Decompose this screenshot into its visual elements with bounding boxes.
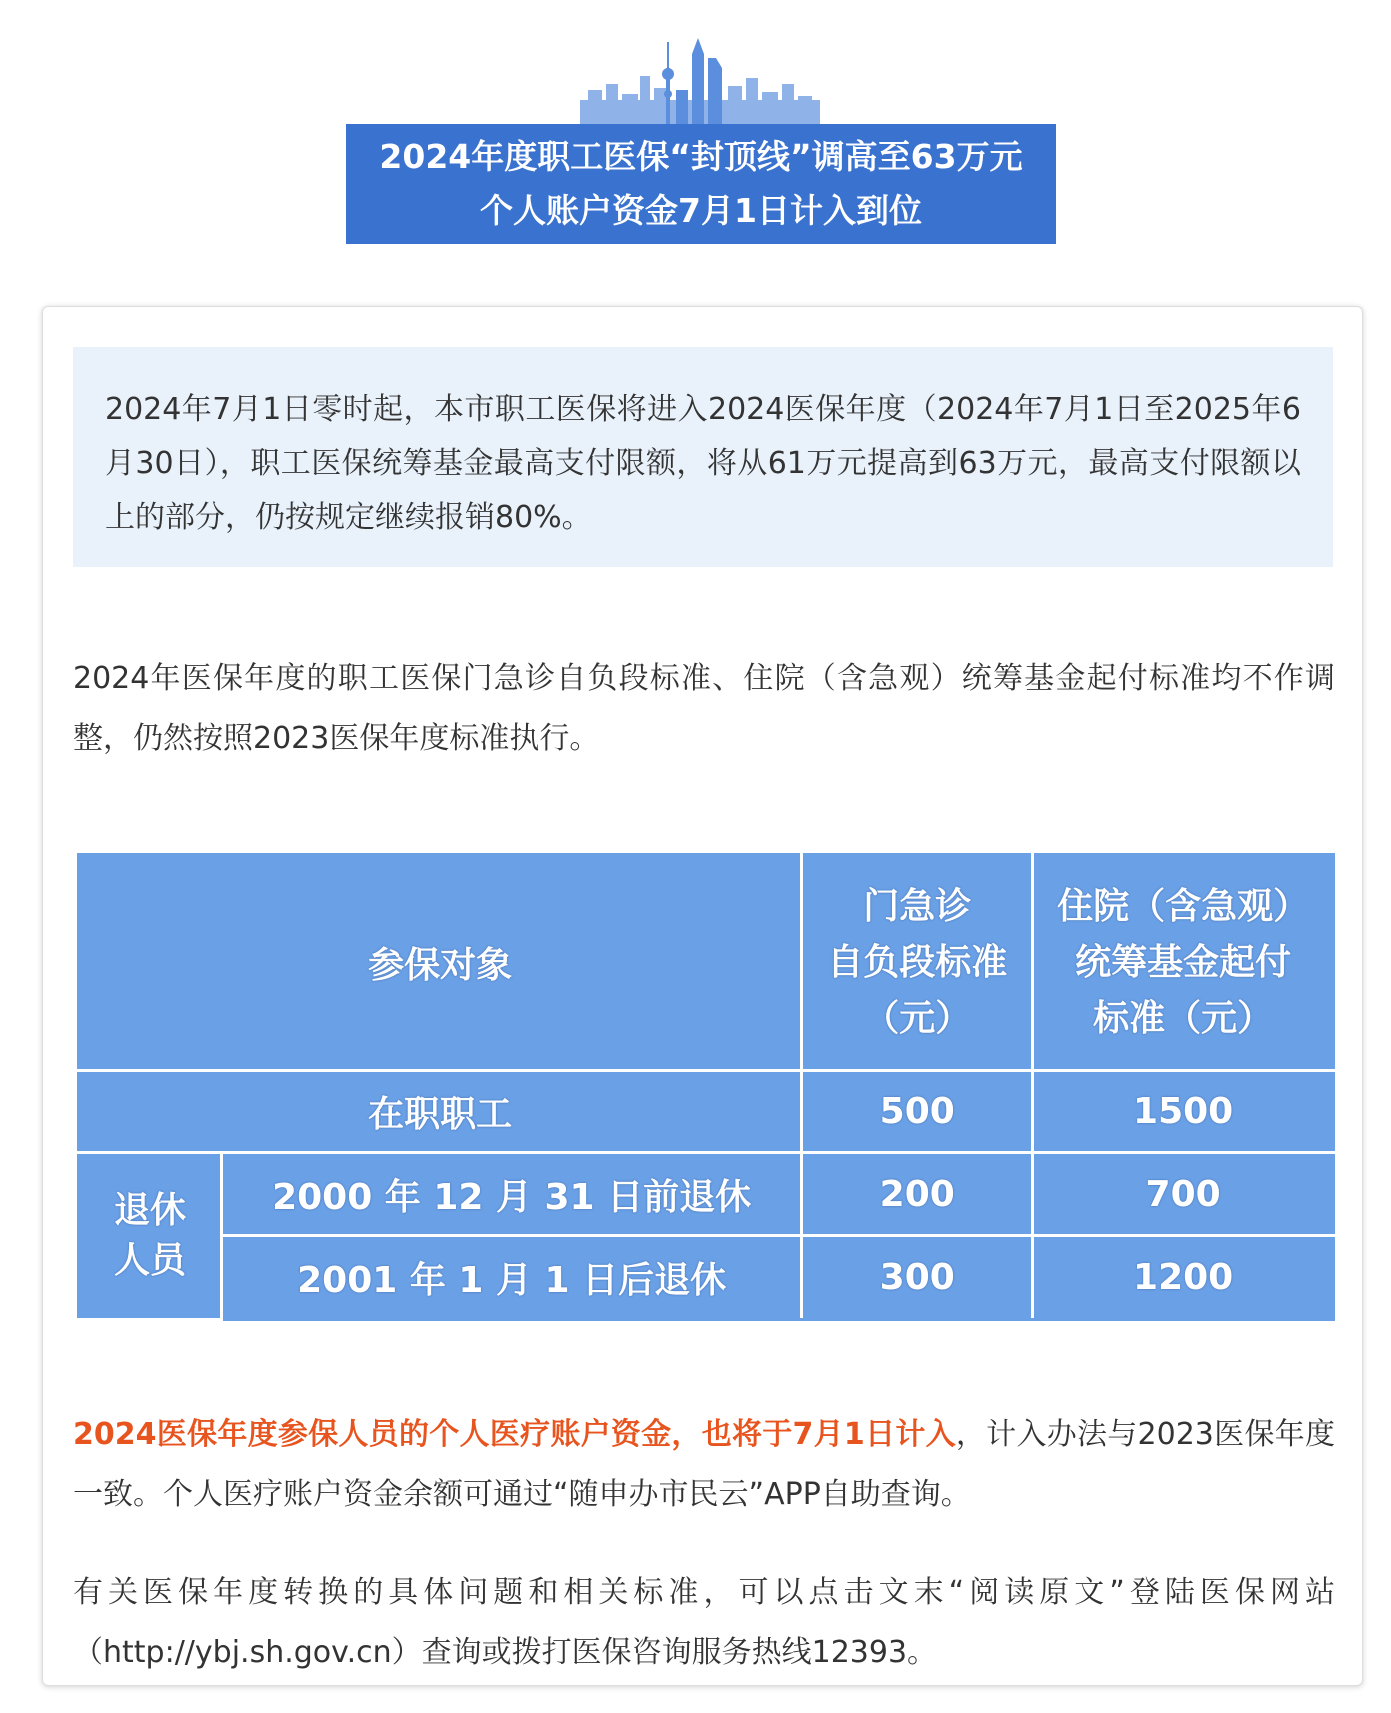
table-header-row — [79, 855, 1334, 1071]
retired-group-line: 退休 — [113, 1189, 186, 1231]
table-row — [79, 1071, 1334, 1152]
row-label: 2001 年 1 月 1 日后退休 — [222, 1236, 802, 1320]
row-inpatient-value: 700 — [1033, 1152, 1334, 1236]
paragraph-contact-info: 有关医保年度转换的具体问题和相关标准，可以点击文末“阅读原文”登陆医保网站（http://ybj.sh.gov.cn）查询或拨打医保咨询服务热线12393。 — [73, 1575, 1335, 1670]
paragraph-personal-account — [73, 1405, 1335, 1525]
row-inpatient-value: 1200 — [1033, 1236, 1334, 1320]
header-outpatient-line: （元） — [863, 997, 972, 1039]
table-row — [79, 1236, 1334, 1320]
city-skyline-icon — [580, 28, 820, 126]
row-inpatient-value: 1500 — [1033, 1071, 1334, 1152]
header-outpatient — [802, 855, 1033, 1071]
header-outpatient-line: 门急诊 — [863, 885, 972, 927]
header-inpatient-line: 统筹基金起付 — [1075, 941, 1292, 983]
header-inpatient-line: 住院（含急观） — [1057, 885, 1310, 927]
paragraph-rest-text: ，计入办法与2023医保年度一致。个人医疗账户资金余额可通过“随申办市民云”APP自助查询。 — [73, 1417, 1335, 1512]
header-inpatient-line: 标准（元） — [1093, 997, 1274, 1039]
header-outpatient-line: 自负段标准 — [827, 941, 1008, 983]
row-label: 2000 年 12 月 31 日前退休 — [222, 1152, 802, 1236]
highlight-text: 2024医保年度参保人员的个人医疗账户资金，也将于7月1日计入 — [73, 1417, 956, 1452]
standards-table — [77, 853, 1335, 1321]
header-inpatient — [1033, 855, 1334, 1071]
row-outpatient-value: 500 — [802, 1071, 1033, 1152]
row-outpatient-value: 300 — [802, 1236, 1033, 1320]
table-row — [79, 1152, 1334, 1236]
intro-callout: 2024年7月1日零时起，本市职工医保将进入2024医保年度（2024年7月1日至2025年6月30日），职工医保统筹基金最高支付限额，将从61万元提高到63万元，最高支付限额以上的部分，仍按规定继续报销80%。 — [73, 347, 1333, 567]
article-card — [42, 306, 1363, 1686]
paragraph-standards-unchanged: 2024年医保年度的职工医保门急诊自负段标准、住院（含急观）统筹基金起付标准均不作调整，仍然按照2023医保年度标准执行。 — [73, 661, 1335, 756]
retired-group-label — [79, 1152, 222, 1319]
title-line-2: 个人账户资金7月1日计入到位 — [480, 191, 922, 230]
header-subject: 参保对象 — [79, 855, 802, 1071]
retired-group-line: 人员 — [113, 1239, 186, 1281]
row-outpatient-value: 200 — [802, 1152, 1033, 1236]
row-label: 在职职工 — [79, 1071, 802, 1152]
title-banner — [346, 124, 1056, 244]
title-line-1: 2024年度职工医保“封顶线”调高至63万元 — [379, 137, 1023, 176]
